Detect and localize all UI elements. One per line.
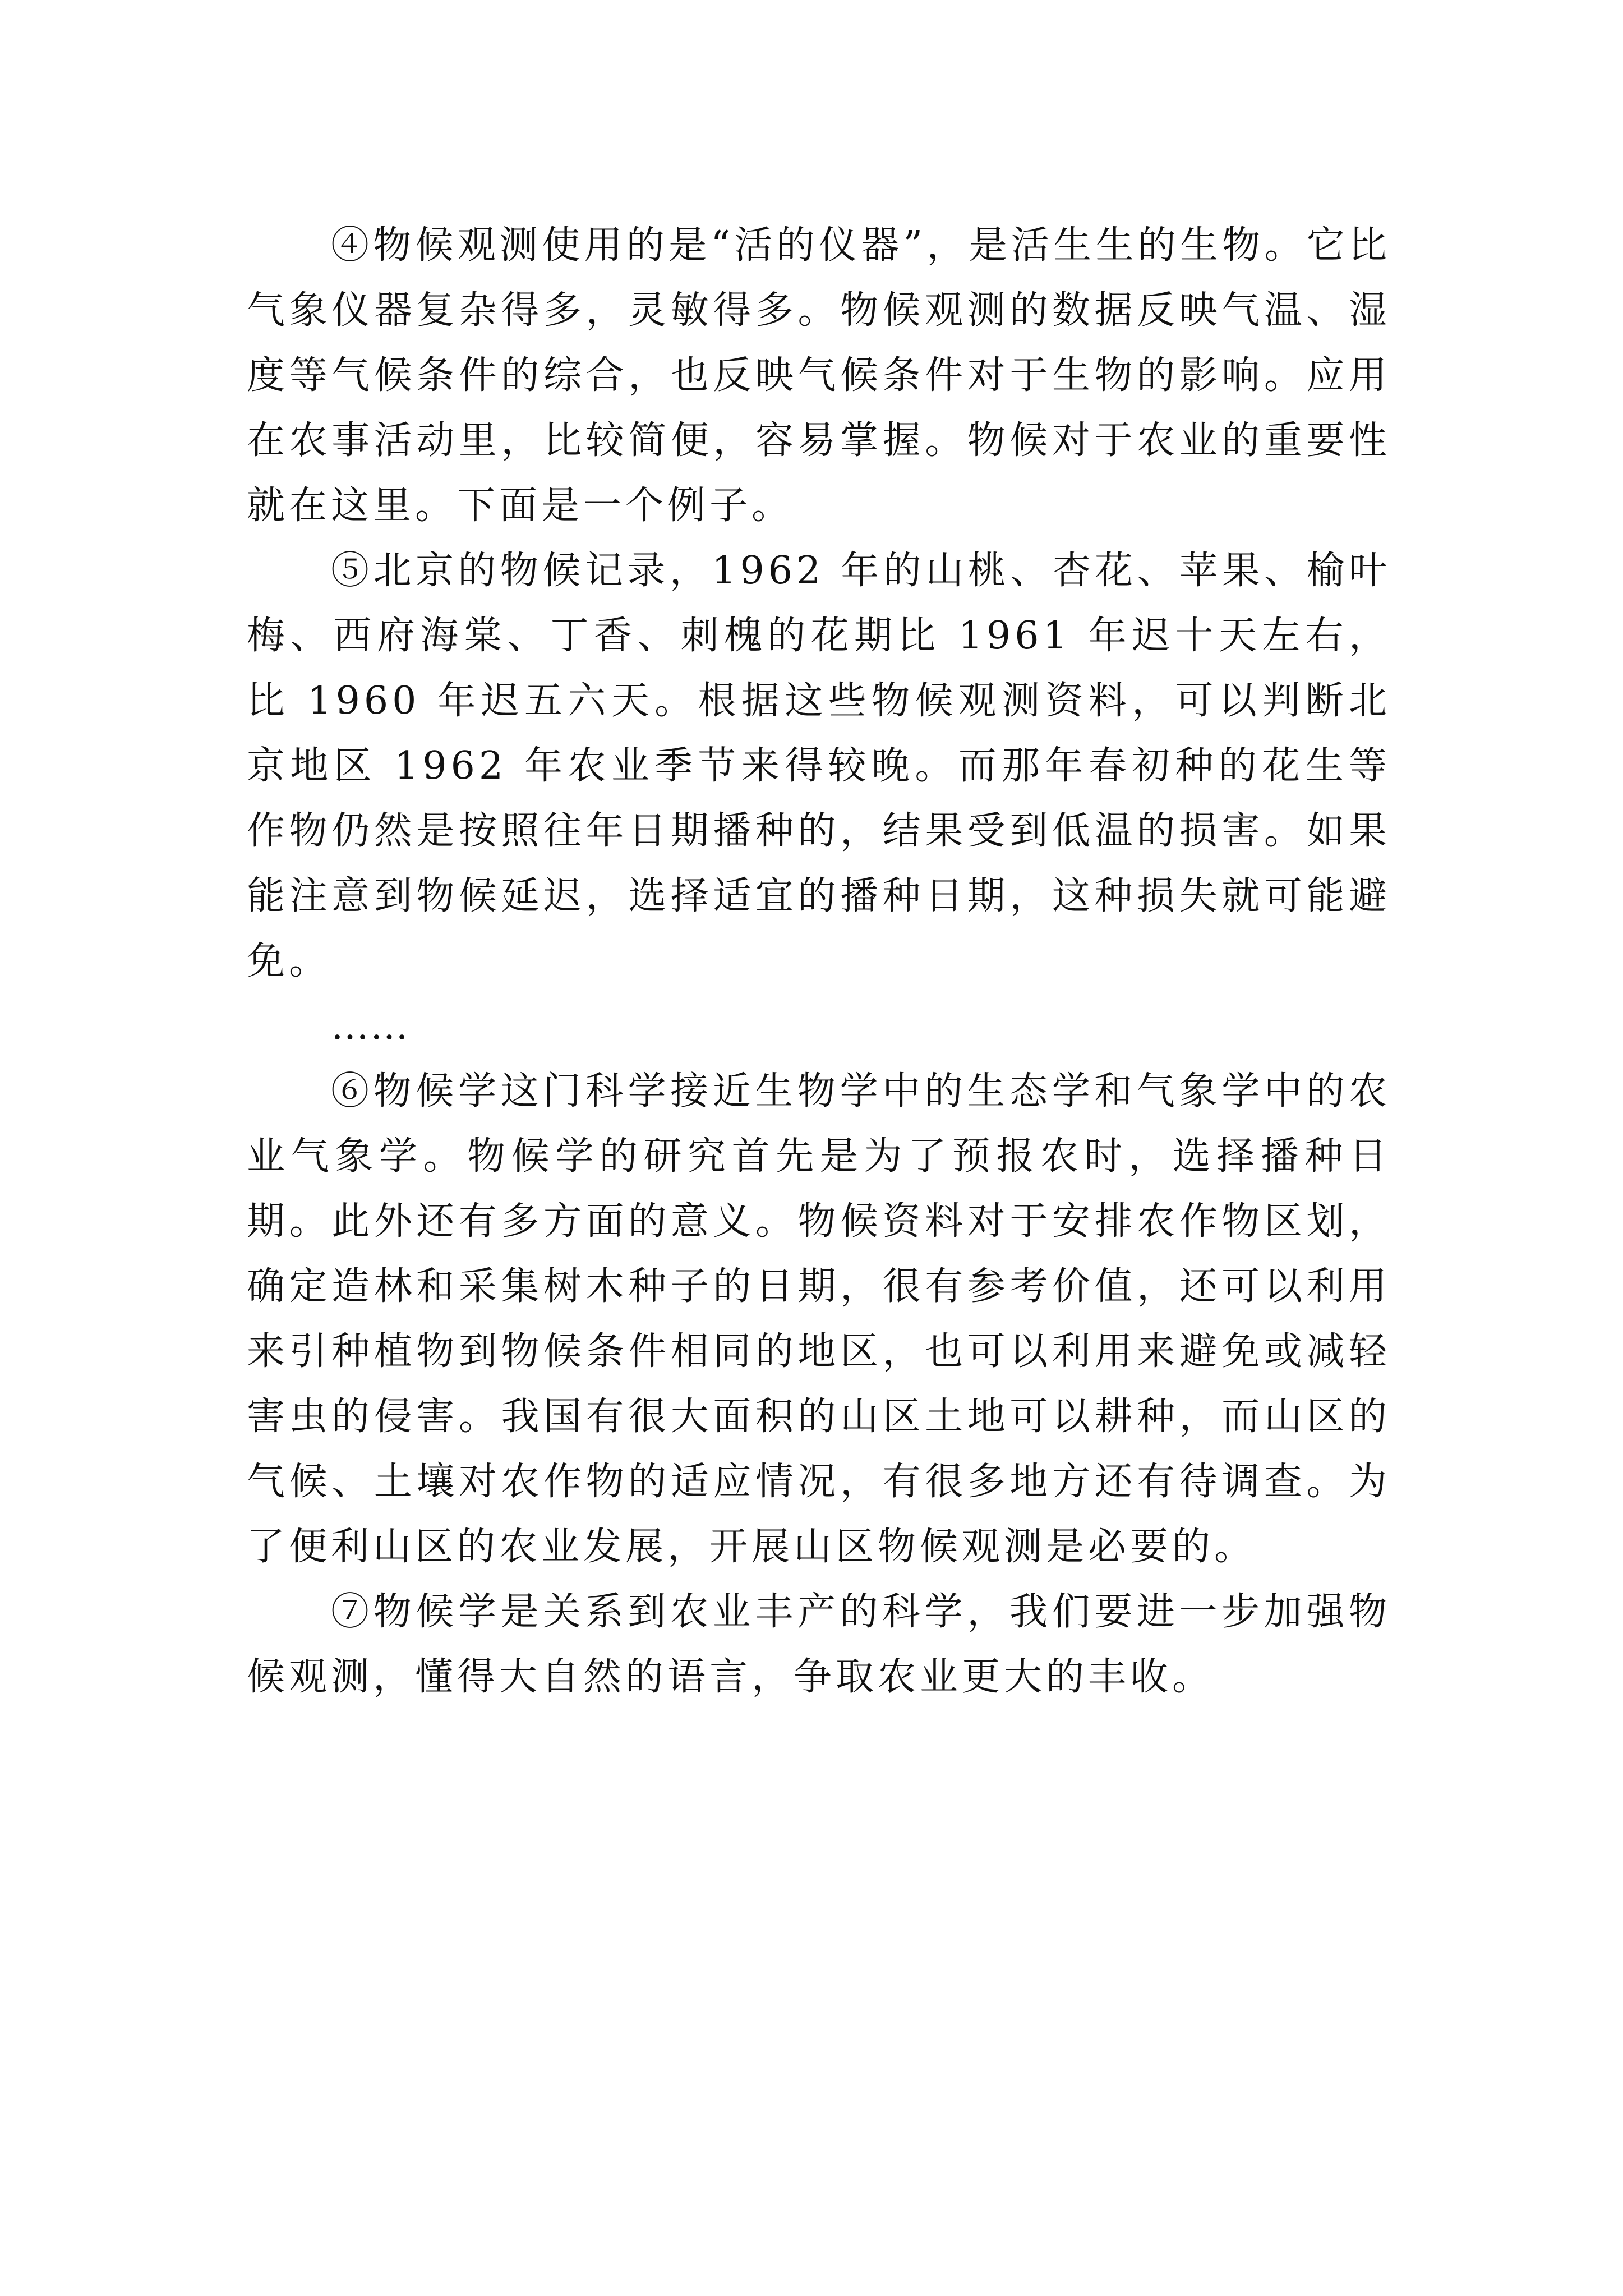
paragraph-4: ④物候观测使用的是“活的仪器”，是活生生的生物。它比气象仪器复杂得多，灵敏得多。物候观测的数据反映气温、湿度等气候条件的综合，也反映气候条件对于生物的影响。应用在农事活动里，比较简便，容易掌握。物候对于农业的重要性就在这里。下面是一个例子。 [247, 223, 1391, 528]
document-body [247, 213, 1391, 1710]
paragraph-7: ⑦物候学是关系到农业丰产的科学，我们要进一步加强物候观测，懂得大自然的语言，争取农业更大的丰收。 [247, 1590, 1391, 1699]
omission-ellipsis: …… [331, 1004, 409, 1048]
paragraph-6: ⑥物候学这门科学接近生物学中的生态学和气象学中的农业气象学。物候学的研究首先是为了预报农时，选择播种日期。此外还有多方面的意义。物候资料对于安排农作物区划，确定造林和采集树木种子的日期，很有参考价值，还可以利用来引种植物到物候条件相同的地区，也可以利用来避免或减轻害虫的侵害。我国有很大面积的山区土地可以耕种，而山区的气候、土壤对农作物的适应情况，有很多地方还有待调查。为了便利山区的农业发展，开展山区物候观测是必要的。 [247, 1069, 1391, 1569]
paragraph-5: ⑤北京的物候记录，1962 年的山桃、杏花、苹果、榆叶梅、西府海棠、丁香、刺槐的花期比 1961 年迟十天左右，比 1960 年迟五六天。根据这些物候观测资料，可以判断北京地区 1962 年农业季节来得较晚。而那年春初种的花生等作物仍然是按照往年日期播种的，结果受到低温的损害。如果能注意到物候延迟，选择适宜的播种日期，这种损失就可能避免。 [247, 549, 1391, 983]
